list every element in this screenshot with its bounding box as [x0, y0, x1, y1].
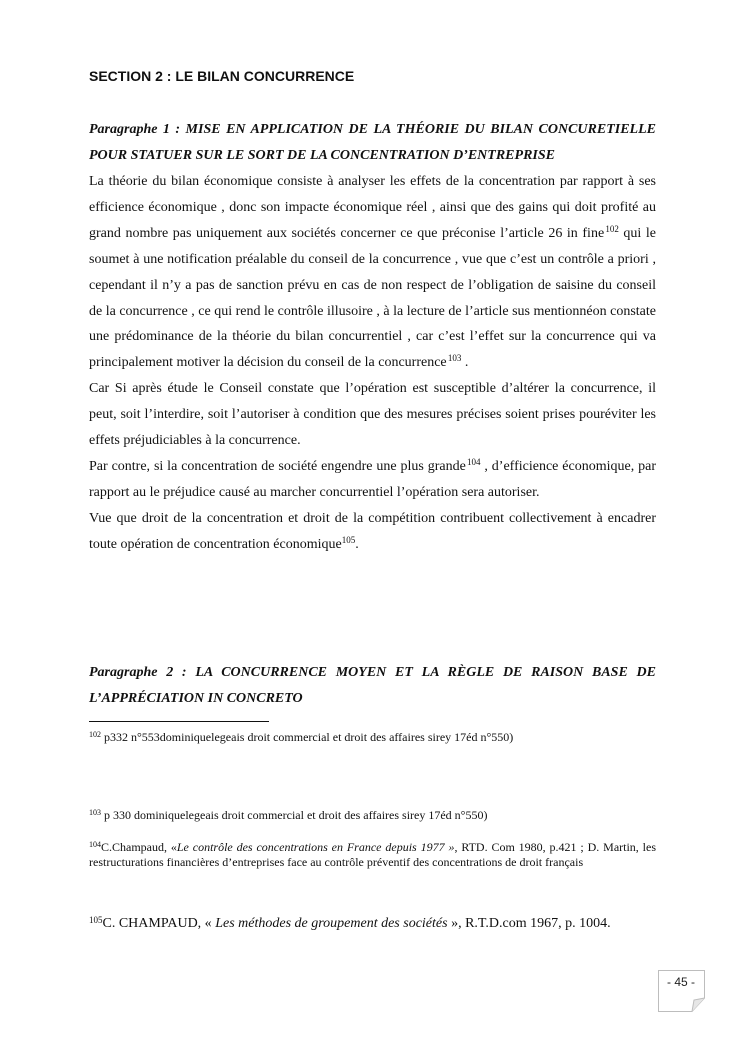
- footnote-number: 105: [89, 915, 103, 925]
- footnote-title: Les méthodes de groupement des sociétés: [215, 916, 448, 931]
- footnote-separator: [89, 721, 269, 722]
- footnote-text: , RTD. Com 1980, p.421 ; D. Martin, les restructurations financières d’entreprises face au contrôle préventif des concentrations de droit français: [89, 840, 657, 869]
- paragraph-2-heading: Paragraphe 2 : LA CONCURRENCE MOYEN ET LA RÈGLE DE RAISON BASE DE L’APPRÉCIATION IN CONCRETO: [89, 665, 656, 706]
- footnote-text: p332 n°553dominiquelegeais droit commercial et droit des affaires sirey 17éd n°550): [101, 730, 514, 744]
- text-segment: Vue que droit de la concentration et droit de la compétition contribuent collectivement à encadrer toute opération de concentration économique: [89, 510, 656, 552]
- body-paragraph-2: Car Si après étude le Conseil constate que l’opération est susceptible d’altérer la concurrence, il peut, soit l’interdire, soit l’autoriser à condition que des mesures précises soient prises pouréviter les effets préjudiciables à la concurrence.: [89, 381, 656, 449]
- footnote-text: C. CHAMPAUD, «: [102, 916, 216, 931]
- footnote-number: 104: [89, 840, 101, 849]
- body-paragraph-1: [89, 169, 656, 376]
- main-text: [89, 117, 656, 558]
- footnote-text: », R.T.D.com 1967, p. 1004.: [447, 916, 611, 931]
- footnote-title: Le contrôle des concentrations en France depuis 1977 »: [176, 840, 455, 854]
- page-number: - 45 -: [666, 975, 695, 989]
- text-segment: La théorie du bilan économique consiste à analyser les effets de la concentration par rapport à ses efficience économique , donc son impacte économique réel , ainsi que des gains qui doit profité au grand nombre pas uniquement aux sociétés concerner ce que préconise l’article 26 in fine: [89, 174, 656, 241]
- text-segment: .: [461, 355, 469, 371]
- footnote-102: [89, 730, 656, 745]
- footnote-104: [89, 840, 656, 870]
- text-segment: .: [355, 536, 359, 552]
- footnote-ref-102[interactable]: 102: [605, 223, 619, 234]
- section-title: SECTION 2 : LE BILAN CONCURRENCE: [89, 68, 355, 84]
- paragraph-1-heading: Paragraphe 1 : MISE EN APPLICATION DE LA THÉORIE DU BILAN CONCURETIELLE POUR STATUER SUR LE SORT DE LA CONCENTRATION D’ENTREPRISE: [89, 122, 656, 163]
- body-paragraph-3: [89, 454, 656, 506]
- footnote-105: [89, 916, 656, 931]
- text-segment: , d’efficience économique, par rapport au le préjudice causé au marcher concurrentiel l’opération sera autoriser.: [89, 458, 656, 500]
- page-number-box: [658, 970, 708, 1012]
- body-paragraph-4: [89, 506, 656, 558]
- footnote-number: 102: [89, 730, 101, 739]
- text-segment: qui le soumet à une notification préalable du conseil de la concurrence , vue que c’est un contrôle a priori , cependant il n’y a pas de sanction prévu en cas de non respect de l’obligation de saisine du conseil de la concurrence , ce qui rend le contrôle illusoire , à la lecture de l’article sus mentionnéon constate une prédominance de la théorie du bilan concurrentiel , car c’est l’effet sur la concurrence qui va principalement motiver la décision du conseil de la concurrence: [89, 225, 657, 371]
- footnote-ref-103[interactable]: 103: [447, 353, 462, 364]
- footnote-text: C.Champaud, «: [101, 840, 177, 854]
- footnote-ref-104[interactable]: 104: [467, 456, 481, 467]
- text-segment: Par contre, si la concentration de société engendre une plus grande: [89, 458, 466, 474]
- footnote-text: p 330 dominiquelegeais droit commercial et droit des affaires sirey 17éd n°550): [101, 808, 488, 822]
- footnote-103: [89, 808, 656, 823]
- footnote-ref-105[interactable]: 105: [341, 534, 356, 545]
- footnote-number: 103: [89, 808, 101, 817]
